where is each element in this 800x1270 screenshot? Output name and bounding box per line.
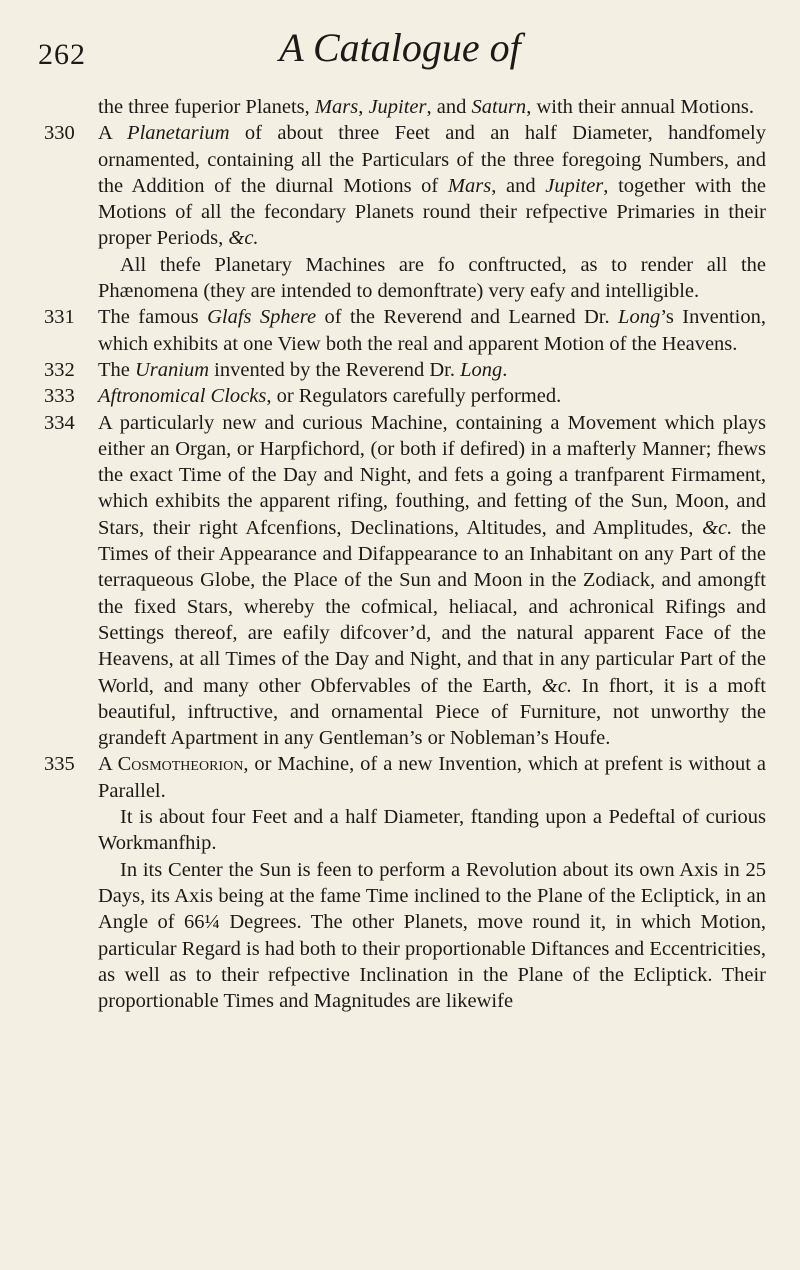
entry-number: 331 — [44, 306, 75, 329]
entry-text: The famous Glafs Sphere of the Reverend and Learned Dr. Long’s Invention, which exhibits at one View both the real and apparent Motion of the Heavens. — [98, 306, 766, 355]
entry-paragraph: In its Center the Sun is feen to perform a Revolution about its own Axis in 25 Days, its Axis being at the fame Time inclined to the Plane of the Ecliptick, in an Angle of 66¼ Degrees. The other Planets, move round it, in which Motion, particular Regard is had both to their proportionable Diftances and Eccentricities, as well as to their refpective Inclination in the Plane of the Ecliptick. Their proportionable Times and Magnitudes are likewife — [98, 858, 766, 1013]
entry-number: 330 — [44, 122, 75, 145]
page-number: 262 — [38, 38, 86, 71]
entry-text: Aftronomical Clocks, or Regulators carefully performed. — [98, 385, 562, 408]
catalogue-body — [44, 94, 766, 1014]
entry-number: 332 — [44, 358, 75, 381]
catalogue-entry-332 — [44, 357, 766, 383]
entry-number: 335 — [44, 753, 75, 776]
entry-text: the three fuperior Planets, Mars, Jupiter, and Saturn, with their annual Motions. — [98, 96, 754, 118]
catalogue-entry-continuation — [44, 94, 766, 120]
catalogue-entry-331 — [44, 304, 766, 357]
entry-text: The Uranium invented by the Reverend Dr. Long. — [98, 358, 508, 381]
entry-paragraph: It is about four Feet and a half Diameter, ftanding upon a Pedeftal of curious Workmanfhip. — [98, 806, 766, 855]
catalogue-entry-330 — [44, 120, 766, 304]
catalogue-entry-335 — [44, 751, 766, 1014]
entry-number: 333 — [44, 385, 75, 408]
running-head: A Catalogue of — [279, 25, 521, 70]
entry-text: A Planetarium of about three Feet and an half Diameter, handfomely ornamented, containing all the Particulars of the three foregoing Numbers, and the Addition of the diurnal Motions of Mars, and Jupiter, together with the Motions of all the fecondary Planets round their refpective Primaries in their proper Periods, &c. — [98, 122, 766, 250]
catalogue-entry-333 — [44, 383, 766, 409]
entry-text: A Cosmotheorion, or Machine, of a new Invention, which at prefent is without a Parallel. — [98, 753, 766, 802]
catalogue-entry-334 — [44, 410, 766, 752]
entry-number: 334 — [44, 411, 75, 434]
entry-paragraph: All thefe Planetary Machines are fo conftructed, as to render all the Phænomena (they are intended to demonftrate) very eafy and intelligible. — [98, 253, 766, 303]
entry-text: A particularly new and curious Machine, containing a Movement which plays either an Organ, or Harpfichord, (or both if defired) in a mafterly Manner; fhews the exact Time of the Day and Night, and fets a going a tranfparent Firmament, which exhibits the apparent rifing, fouthing, and fetting of the Sun, Moon, and Stars, their right Afcenfions, Declinations, Altitudes, and Amplitudes, &c. the Times of their Appearance and Difappearance to an Inhabitant on any Part of the terraqueous Globe, the Place of the Sun and Moon in the Zodiack, and amongft the fixed Stars, whereby the cofmical, heliacal, and achronical Rifings and Settings thereof, are eafily difcover’d, and the natural apparent Face of the Heavens, at all Times of the Day and Night, and that in any particular Part of the World, and many other Obfervables of the Earth, &c. In fhort, it is a moft beautiful, inftructive, and ornamental Piece of Furniture, not unworthy the grandeft Apartment in any Gentleman’s or Nobleman’s Houfe. — [98, 411, 767, 750]
